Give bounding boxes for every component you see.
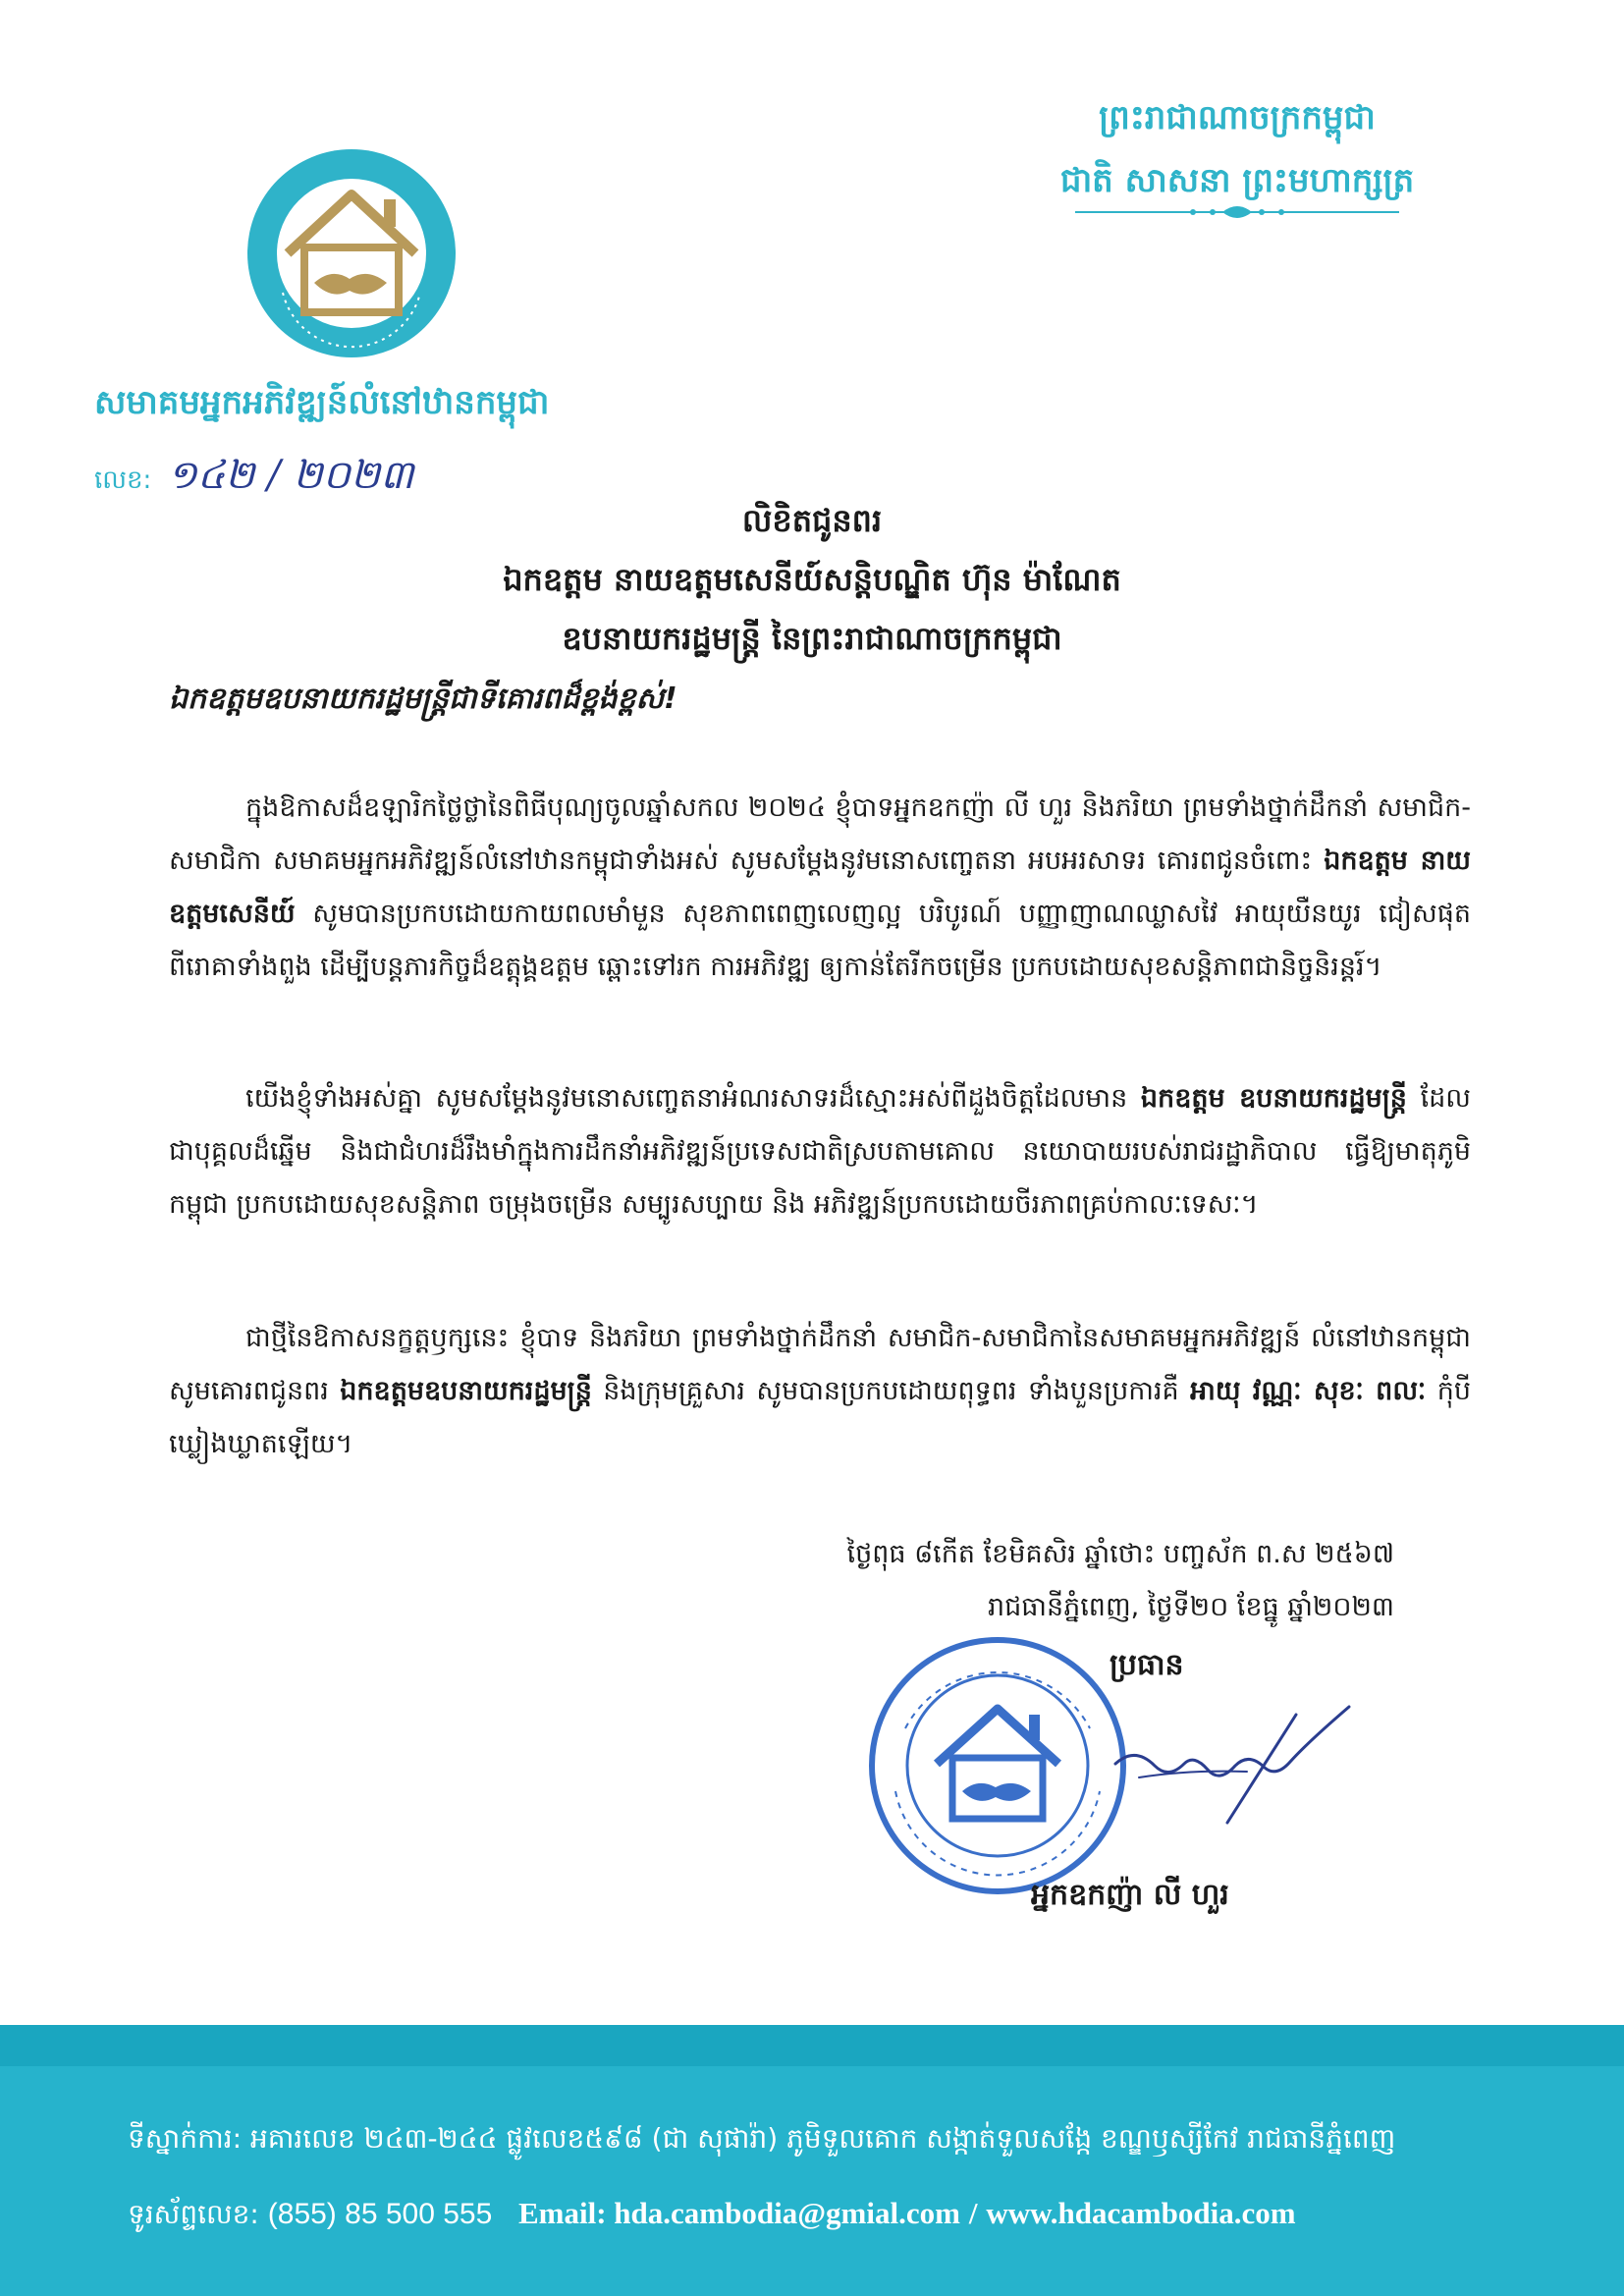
- p3-text-e: កុំបីឃ្លៀងឃ្លាតឡើយ។: [169, 1376, 1471, 1459]
- handwritten-signature-icon: [1110, 1705, 1365, 1842]
- p1-text-a: ក្នុងឱកាសដ៏ឧឡារិកថ្លៃថ្លានៃពិធីបុណ្យចូលឆ្នាំសកល ២០២៤ ខ្ញុំបាទអ្នកឧកញ៉ា លី ហួរ និងភរិយា ព្រមទាំងថ្នាក់ដឹកនាំ សមាជិក-សមាជិកា សមាគមអ្នកអភិវឌ្ឍន៍លំនៅឋានកម្ពុជាទាំងអស់ សូមសម្ដែងនូវមនោសញ្ចេតនា អបអរសាទរ គោរពជូនចំពោះ: [169, 793, 1471, 876]
- salutation: ឯកឧត្តមឧបនាយករដ្ឋមន្ត្រីជាទីគោរពដ៏ខ្ពង់ខ្ពស់!: [169, 682, 677, 716]
- title-line-3: ឧបនាយករដ្ឋមន្ត្រី នៃព្រះរាជាណាចក្រកម្ពុជា: [562, 620, 1062, 657]
- p1-text-c: សូមបានប្រកបដោយកាយពលមាំមួន សុខភាពពេញលេញល្អ បរិបូរណ៍ បញ្ញាញាណឈ្លាសវៃ អាយុយឺនយូរ ជៀសផុតពីរោគាទាំងពួង ដើម្បីបន្តភារកិច្ចដ៏ឧត្តុង្គឧត្តម ឆ្ពោះទៅរក ការអភិវឌ្ឍ ឲ្យកាន់តែរីកចម្រើន ប្រកបដោយសុខសន្តិភាពជានិច្ចនិរន្តរ៍។: [169, 899, 1471, 982]
- p3-text-bold: ឯកឧត្តមឧបនាយករដ្ឋមន្ត្រី: [340, 1376, 592, 1406]
- signer-name: អ្នកឧកញ៉ា លី ហួរ: [1031, 1878, 1229, 1912]
- signer-position: ប្រធាន: [1110, 1648, 1184, 1682]
- organization-name: សមាគមអ្នកអភិវឌ្ឍន៍លំនៅឋានកម្ពុជា: [94, 383, 550, 422]
- paragraph-1: [169, 782, 1471, 994]
- p2-text-a: យើងខ្ញុំទាំងអស់គ្នា សូមសម្ដែងនូវមនោសញ្ចេតនាអំណរសាទរដ៏ស្មោះអស់ពីដួងចិត្តដែលមាន: [245, 1083, 1141, 1114]
- p3-text-c: និងក្រុមគ្រួសារ សូមបានប្រកបដោយពុទ្ធពរ ទាំងបួនប្រការគឺ: [591, 1376, 1191, 1406]
- footer-contact: [128, 2196, 1522, 2237]
- kingdom-line-2: ជាតិ សាសនា ព្រះមហាក្សត្រ: [1059, 161, 1415, 200]
- official-seal-icon: [866, 1634, 1129, 1897]
- footer-separator: /: [968, 2196, 978, 2230]
- date-block: [785, 1528, 1394, 1634]
- association-logo-icon: [244, 145, 460, 361]
- date-lunar: ថ្ងៃពុធ ៨កើត ខែមិគសិរ ឆ្នាំថោះ បញ្ចស័ក ព.ស ២៥៦៧: [846, 1539, 1394, 1569]
- p3-text-a: ជាថ្មីនៃឱកាសនក្ខត្តឫក្សនេះ ខ្ញុំបាទ និងភរិយា ព្រមទាំងថ្នាក់ដឹកនាំ សមាជិក-សមាជិកានៃសមាគមអ្នកអភិវឌ្ឍន៍ លំនៅឋានកម្ពុជា សូមគោរពជូនពរ: [169, 1323, 1471, 1406]
- reference-label: លេខ:: [94, 465, 152, 495]
- p2-text-bold: ឯកឧត្តម ឧបនាយករដ្ឋមន្ត្រី: [1140, 1083, 1407, 1114]
- p1-text-bold: ឯកឧត្តម នាយឧត្តមសេនីយ៍: [169, 846, 1471, 929]
- kingdom-motto: [1011, 86, 1463, 212]
- footer-top-band: [0, 2025, 1624, 2066]
- title-line-2: ឯកឧត្តម នាយឧត្តមសេនីយ៍សន្តិបណ្ឌិត ហ៊ុន ម៉ាណែត: [503, 561, 1121, 598]
- paragraph-2: [169, 1072, 1471, 1231]
- letter-title: [196, 491, 1428, 668]
- date-solar: រាជធានីភ្នំពេញ, ថ្ងៃទី២០ ខែធ្នូ ឆ្នាំ២០២៣: [987, 1592, 1394, 1622]
- reference-number: ១៤២ / ២០២៣: [167, 453, 414, 498]
- p3-text-blessings: អាយុ វណ្ណៈ សុខៈ ពលៈ: [1190, 1376, 1427, 1406]
- p2-text-c: ដែលជាបុគ្គលដ៏ឆ្នើម និងជាជំហរដ៏រឹងមាំក្នុងការដឹកនាំអភិវឌ្ឍន៍ប្រទេសជាតិស្របតាមគោល នយោបាយរបស់រាជរដ្ឋាភិបាល ធ្វើឱ្យមាតុភូមិកម្ពុជា ប្រកបដោយសុខសន្តិភាព ចម្រុងចម្រើន សម្បូរសប្បាយ និង អភិវឌ្ឍន៍ប្រកបដោយចីរភាពគ្រប់កាលៈទេសៈ។: [169, 1083, 1471, 1220]
- title-line-1: លិខិតជូនពរ: [741, 502, 883, 539]
- ornament-divider-icon: [1075, 202, 1399, 222]
- kingdom-line-1: ព្រះរាជាណាចក្រកម្ពុជា: [1099, 98, 1376, 137]
- footer-address: ទីស្នាក់ការ: អគារលេខ ២៤៣-២៤៤ ផ្លូវលេខ៥៩៨ (ជា សុផារ៉ា) ភូមិទួលគោក សង្កាត់ទួលសង្កែ ខណ្ឌឫស្សីកែវ រាជធានីភ្នំពេញ: [128, 2122, 1396, 2155]
- phone-label: ទូរស័ព្ទលេខ:: [128, 2198, 259, 2230]
- phone-number: (855) 85 500 555: [267, 2198, 493, 2230]
- website-link[interactable]: www.hdacambodia.com: [986, 2196, 1296, 2230]
- paragraph-3: [169, 1312, 1471, 1471]
- email-address[interactable]: Email: hda.cambodia@gmial.com: [517, 2196, 960, 2230]
